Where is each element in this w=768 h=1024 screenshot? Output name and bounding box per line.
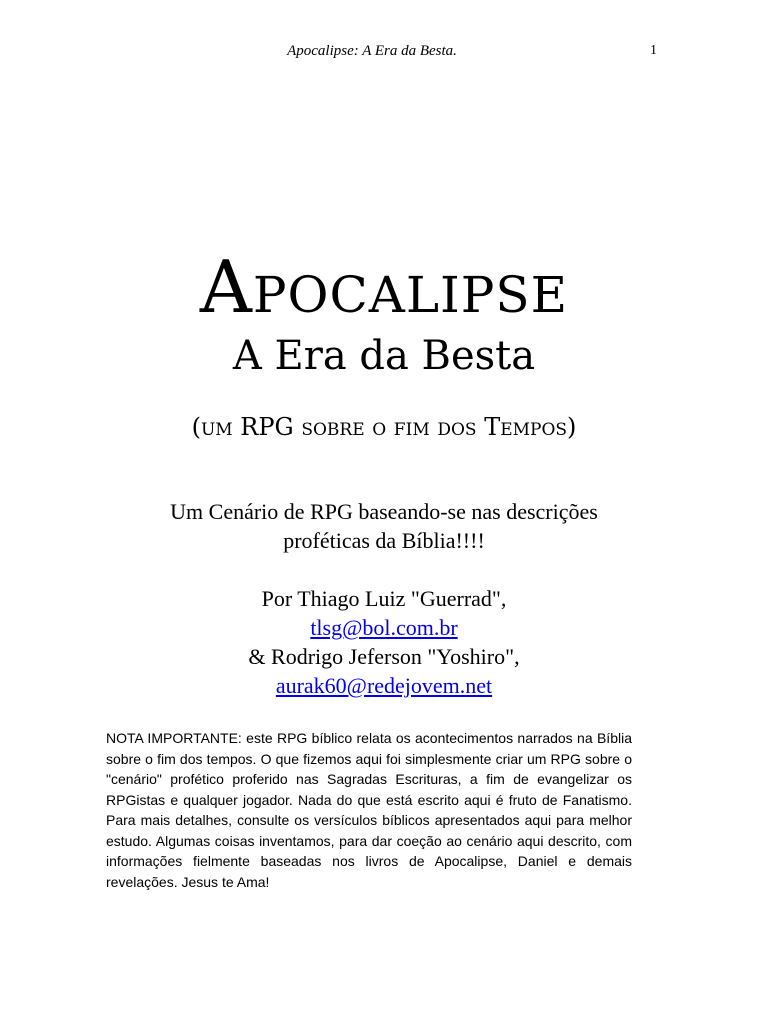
credits <box>0 584 768 700</box>
important-note: NOTA IMPORTANTE: este RPG bíblico relata os acontecimentos narrados na Bíblia sobre o fim dos tempos. O que fizemos aqui foi simplesmente criar um RPG sobre o "cenário" profético proferido nas Sagradas Escrituras, a fim de evangelizar os RPGistas e qualquer jogador. Nada do que está escrito aqui é fruto de Fanatismo. Para mais detalhes, consulte os versículos bíblicos apresentados aqui para melhor estudo. Algumas coisas inventamos, para dar coeção ao cenário aqui descrito, com informações fielmente baseadas nos livros de Apocalipse, Daniel e demais revelações. Jesus te Ama! <box>106 730 632 890</box>
main-title: Apocalipse <box>199 245 569 329</box>
description-line-2: proféticas da Bíblia!!!! <box>283 528 485 553</box>
page-number: 1 <box>650 43 657 58</box>
email-link-2[interactable]: aurak60@redejovem.net <box>275 673 493 698</box>
email-link-1[interactable]: tlsg@bol.com.br <box>310 615 458 640</box>
running-header-title: Apocalipse: A Era da Besta. <box>287 43 457 59</box>
author-2: & Rodrigo Jeferson "Yoshiro", <box>248 644 520 669</box>
author-1: Por Thiago Luiz "Guerrad", <box>261 586 507 611</box>
description-line-1: Um Cenário de RPG baseando-se nas descrições <box>170 499 598 524</box>
description <box>0 497 768 555</box>
title-block <box>0 244 768 442</box>
subtitle: A Era da Besta <box>232 333 536 379</box>
tagline: (um RPG sobre o fim dos Tempos) <box>191 413 577 441</box>
